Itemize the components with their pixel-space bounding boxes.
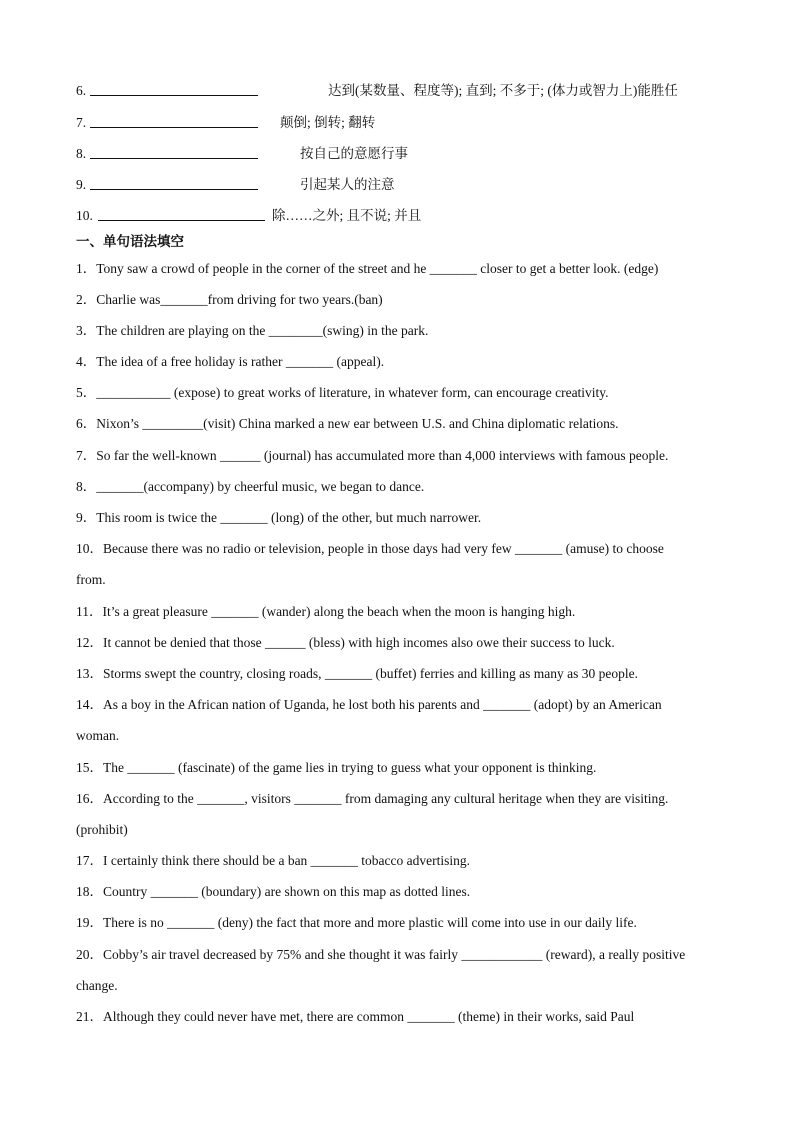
question-number: 4． xyxy=(76,354,97,370)
question-text: Storms swept the country, closing roads, _______ (buffet) ferries and killing as many as 30 people. xyxy=(103,665,639,681)
vocab-number: 10. xyxy=(76,208,93,224)
question-line xyxy=(76,471,716,502)
question-3 xyxy=(76,315,716,346)
question-text: ___________ (expose) to great works of literature, in whatever form, can encourage creativity. xyxy=(96,385,609,401)
question-text: The idea of a free holiday is rather _______ (appeal). xyxy=(96,354,385,370)
question-number: 11． xyxy=(76,603,103,619)
question-line-continuation: from. xyxy=(76,572,106,588)
question-line xyxy=(76,752,716,783)
question-text: Country _______ (boundary) are shown on this map as dotted lines. xyxy=(103,884,471,900)
question-number: 10． xyxy=(76,541,103,557)
chinese-definition: 按自己的意愿行事 xyxy=(300,145,408,161)
question-13 xyxy=(76,658,716,689)
question-number: 15． xyxy=(76,759,103,775)
answer-blank xyxy=(90,83,258,96)
question-line xyxy=(76,408,716,439)
question-number: 1． xyxy=(76,260,97,276)
question-number: 6． xyxy=(76,416,97,432)
question-line xyxy=(76,689,716,720)
vocab-number: 6. xyxy=(76,83,87,99)
question-text: Nixon’s _________(visit) China marked a new ear between U.S. and China diplomatic relations. xyxy=(96,416,619,432)
answer-blank xyxy=(98,208,265,221)
answer-blank xyxy=(90,115,258,128)
question-line xyxy=(76,876,716,907)
question-text: It cannot be denied that those ______ (bless) with high incomes also owe their success to luck. xyxy=(103,634,615,650)
question-line-continuation: change. xyxy=(76,977,118,993)
question-2 xyxy=(76,284,716,315)
question-line xyxy=(76,596,716,627)
question-text: So far the well-known ______ (journal) has accumulated more than 4,000 interviews with famous people. xyxy=(96,447,669,463)
chinese-definition: 除……之外; 且不说; 并且 xyxy=(272,208,422,224)
question-6 xyxy=(76,408,716,439)
question-12 xyxy=(76,627,716,658)
question-text: It’s a great pleasure _______ (wander) along the beach when the moon is hanging high. xyxy=(102,603,576,619)
question-line xyxy=(76,1001,716,1032)
question-20 xyxy=(76,939,716,1001)
question-text: As a boy in the African nation of Uganda, he lost both his parents and _______ (adopt) by an American xyxy=(103,697,662,713)
question-text: According to the _______, visitors _______ from damaging any cultural heritage when they are visiting. xyxy=(103,790,669,806)
question-8 xyxy=(76,471,716,502)
question-text: Because there was no radio or television, people in those days had very few _______ (amuse) to choose xyxy=(103,541,664,557)
question-number: 17． xyxy=(76,853,103,869)
vocab-number: 7. xyxy=(76,114,87,130)
question-5 xyxy=(76,377,716,408)
question-number: 18． xyxy=(76,884,103,900)
vocab-item-7 xyxy=(76,107,716,138)
question-text: Charlie was_______from driving for two years.(ban) xyxy=(96,291,383,307)
question-line xyxy=(76,502,716,533)
question-number: 5． xyxy=(76,385,97,401)
question-number: 20． xyxy=(76,946,103,962)
vocab-number: 9. xyxy=(76,176,87,192)
question-number: 2． xyxy=(76,291,97,307)
question-line-continuation: (prohibit) xyxy=(76,821,128,837)
vocab-item-9 xyxy=(76,169,716,200)
question-line xyxy=(76,253,716,284)
question-line xyxy=(76,533,716,564)
question-line xyxy=(76,440,716,471)
question-line xyxy=(76,783,716,814)
question-text: The children are playing on the ________(swing) in the park. xyxy=(96,322,429,338)
question-line xyxy=(76,315,716,346)
vocab-item-10 xyxy=(76,200,716,231)
question-number: 9． xyxy=(76,510,97,526)
question-text: Although they could never have met, there are common _______ (theme) in their works, said Paul xyxy=(103,1009,635,1025)
question-text: Cobby’s air travel decreased by 75% and she thought it was fairly ____________ (reward), a really positive xyxy=(103,946,686,962)
question-number: 3． xyxy=(76,322,97,338)
answer-blank xyxy=(90,146,258,159)
question-number: 14． xyxy=(76,697,103,713)
section-heading: 一、单句语法填空 xyxy=(76,234,184,250)
vocab-item-8 xyxy=(76,138,716,169)
question-19 xyxy=(76,907,716,938)
vocab-number: 8. xyxy=(76,145,87,161)
question-16 xyxy=(76,783,716,845)
question-number: 13． xyxy=(76,665,103,681)
vocab-item-6 xyxy=(76,75,716,106)
worksheet xyxy=(76,75,716,1032)
question-number: 19． xyxy=(76,915,103,931)
question-9 xyxy=(76,502,716,533)
question-21 xyxy=(76,1001,716,1032)
chinese-definition: 颠倒; 倒转; 翻转 xyxy=(280,114,376,130)
question-line xyxy=(76,346,716,377)
question-number: 8． xyxy=(76,478,97,494)
question-10 xyxy=(76,533,716,595)
question-text: I certainly think there should be a ban _______ tobacco advertising. xyxy=(103,853,471,869)
question-number: 12． xyxy=(76,634,103,650)
question-line xyxy=(76,845,716,876)
question-number: 7． xyxy=(76,447,97,463)
question-number: 21． xyxy=(76,1009,103,1025)
question-line xyxy=(76,658,716,689)
question-4 xyxy=(76,346,716,377)
question-text: This room is twice the _______ (long) of the other, but much narrower. xyxy=(96,510,482,526)
question-18 xyxy=(76,876,716,907)
chinese-definition: 引起某人的注意 xyxy=(300,176,395,192)
question-7 xyxy=(76,440,716,471)
question-line-continuation: woman. xyxy=(76,728,120,744)
answer-blank xyxy=(90,177,258,190)
question-text: There is no _______ (deny) the fact that more and more plastic will come into use in our daily life. xyxy=(103,915,637,931)
question-14 xyxy=(76,689,716,751)
question-text: Tony saw a crowd of people in the corner of the street and he _______ closer to get a better look. (edge) xyxy=(96,260,659,276)
question-text: The _______ (fascinate) of the game lies in trying to guess what your opponent is thinking. xyxy=(103,759,597,775)
question-line xyxy=(76,907,716,938)
question-17 xyxy=(76,845,716,876)
question-line xyxy=(76,939,716,970)
question-text: _______(accompany) by cheerful music, we began to dance. xyxy=(96,478,425,494)
question-line xyxy=(76,377,716,408)
question-1 xyxy=(76,253,716,284)
question-line xyxy=(76,627,716,658)
question-line xyxy=(76,284,716,315)
question-15 xyxy=(76,752,716,783)
chinese-definition: 达到(某数量、程度等); 直到; 不多于; (体力或智力上)能胜任 xyxy=(328,83,678,99)
question-11 xyxy=(76,596,716,627)
question-number: 16． xyxy=(76,790,103,806)
